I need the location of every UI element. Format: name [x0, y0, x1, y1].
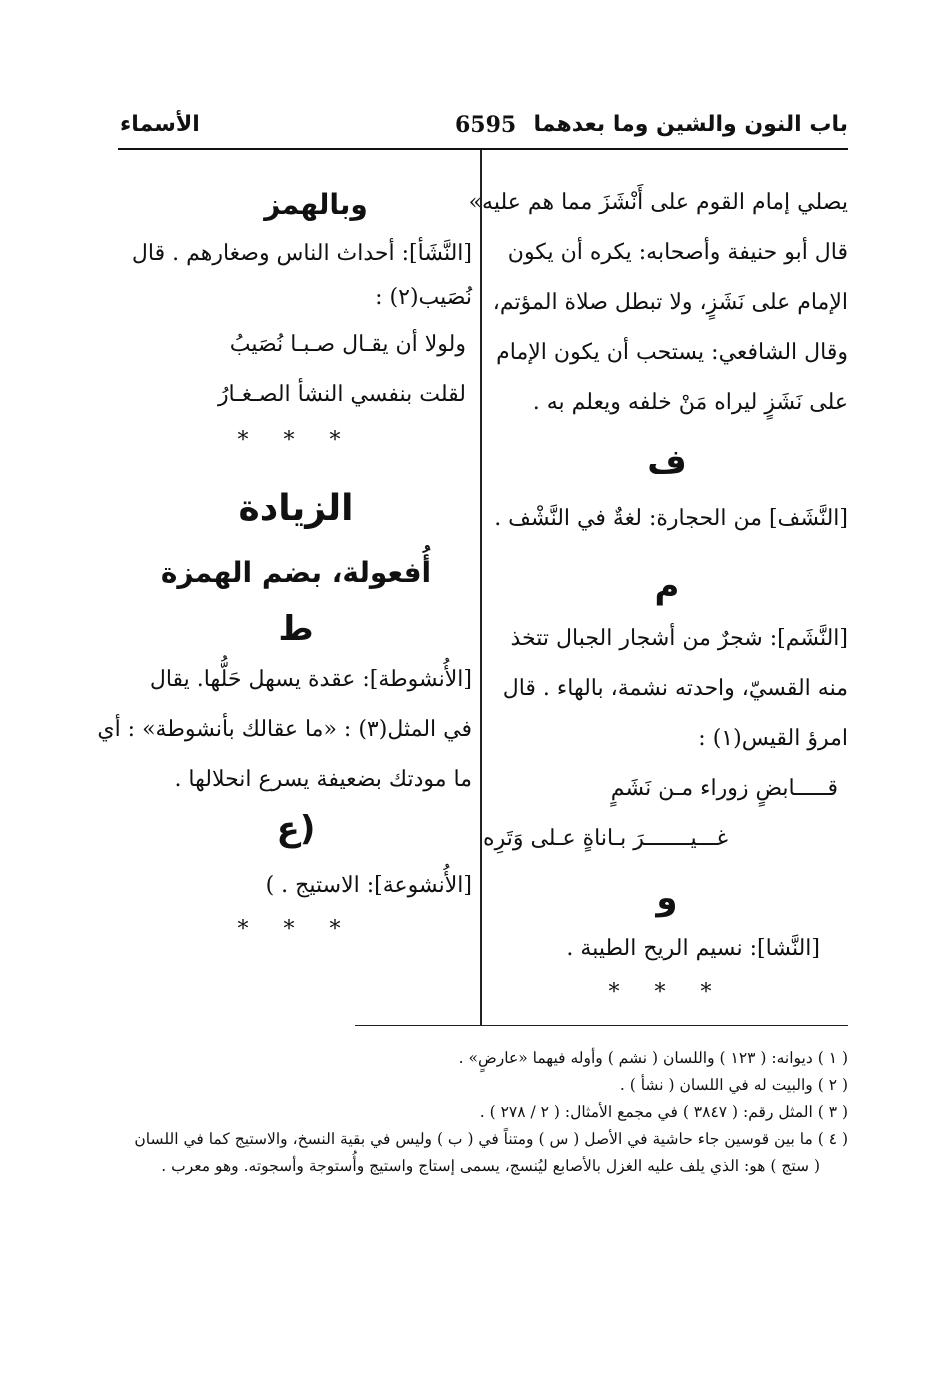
- entry-nasham: [النَّشَم]: شجرٌ من أشجار الجبال تتخذ: [510, 626, 848, 651]
- verse-line: ولولا أن يقـال صـبـا نُصَيبُ: [229, 332, 466, 357]
- text-line: الإمام على نَشَزٍ، ولا تبطل صلاة المؤتم،: [492, 290, 848, 315]
- entry-nashaf: [النَّشَف] من الحجارة: لغةٌ في النَّشْف .: [494, 506, 848, 531]
- entry-nashaa: نُصَيب(٢) :: [375, 285, 472, 310]
- page-number: 6595: [455, 112, 517, 138]
- footnote: ( ٤ ) ما بين قوسين جاء حاشية في الأصل ( س ) ومتناً في ( ب ) وليس في بقية النسخ، والاستيج كما في اللسان: [134, 1130, 848, 1148]
- letter-heading-mim: م: [654, 566, 680, 606]
- verse-line: لقلت بنفسي النشأ الصـغـارُ: [217, 382, 466, 407]
- footnote-rule: [355, 1025, 848, 1026]
- footnote: ( ٢ ) والبيت له في اللسان ( نشأ ) .: [619, 1076, 848, 1094]
- footnote: ( ٣ ) المثل رقم: ( ٣٨٤٧ ) في مجمع الأمثال: ( ٢ / ٢٧٨ ) .: [479, 1103, 848, 1121]
- letter-heading-ain: (ع: [276, 809, 316, 849]
- text-line: قال أبو حنيفة وأصحابه: يكره أن يكون: [507, 240, 848, 265]
- right-column: [468, 178, 848, 1005]
- letter-heading-ta: ط: [278, 609, 314, 649]
- heading-ziyada: الزيادة: [238, 488, 354, 529]
- heading-hamz: وبالهمز: [264, 188, 368, 221]
- entry-nasham: منه القسيّ، واحدته نشمة، بالهاء . قال: [502, 676, 848, 701]
- entry-unshua: [الأُنشوعة]: الاستيج . ): [265, 873, 472, 898]
- section-stars: * * *: [608, 980, 726, 1005]
- entry-unshuta: في المثل(٣) : «ما عقالك بأنشوطة» : أي: [97, 717, 472, 742]
- footnote: ( ١ ) ديوانه: ( ١٢٣ ) واللسان ( نشم ) وأوله فيهما «عارضٍ» .: [458, 1049, 848, 1067]
- footnote: ( ستج ) هو: الذي يلف عليه الغزل بالأصابع ليُنسج، يسمى إستاج واستيج وأُستوجة وأسجوته. وهو معرب .: [161, 1157, 820, 1175]
- entry-unshuta: [الأُنشوطة]: عقدة يسهل حَلُّها. يقال: [149, 667, 472, 692]
- text-line: على نَشَزٍ ليراه مَنْ خلفه ويعلم به .: [532, 390, 848, 415]
- section-stars: * * *: [237, 428, 355, 453]
- text-line: وقال الشافعي: يستحب أن يكون الإمام: [496, 340, 848, 365]
- verse-line: غـــيـــــــرَ بـاناةٍ عـلى وَتَرِه: [483, 826, 728, 851]
- letter-heading-fa: ف: [647, 442, 687, 482]
- running-head-right: باب النون والشين وما بعدهما: [533, 112, 848, 137]
- entry-unshuta: ما مودتك بضعيفة يسرع انحلالها .: [174, 767, 472, 792]
- entry-nashaa: [النَّشَأ]: أحداث الناس وصغارهم . قال: [131, 241, 472, 266]
- text-line: يصلي إمام القوم على أَنْشَزَ مما هم عليه»: [468, 190, 848, 215]
- letter-heading-waw: و: [656, 878, 678, 918]
- column-divider: [480, 150, 482, 1026]
- section-stars: * * *: [237, 917, 355, 942]
- entry-nasham: امرؤ القيس(١) :: [698, 726, 848, 751]
- entry-nasha: [النَّشا]: نسيم الريح الطيبة .: [566, 936, 820, 961]
- footnotes: [113, 1045, 848, 1180]
- running-head-left: الأسماء: [120, 112, 200, 137]
- header-rule: [118, 148, 848, 150]
- verse-line: قـــــابضٍ زوراء مـن نَشَمٍ: [610, 776, 838, 801]
- heading-ufula: أُفعولة، بضم الهمزة: [160, 556, 432, 589]
- left-column: [97, 178, 472, 942]
